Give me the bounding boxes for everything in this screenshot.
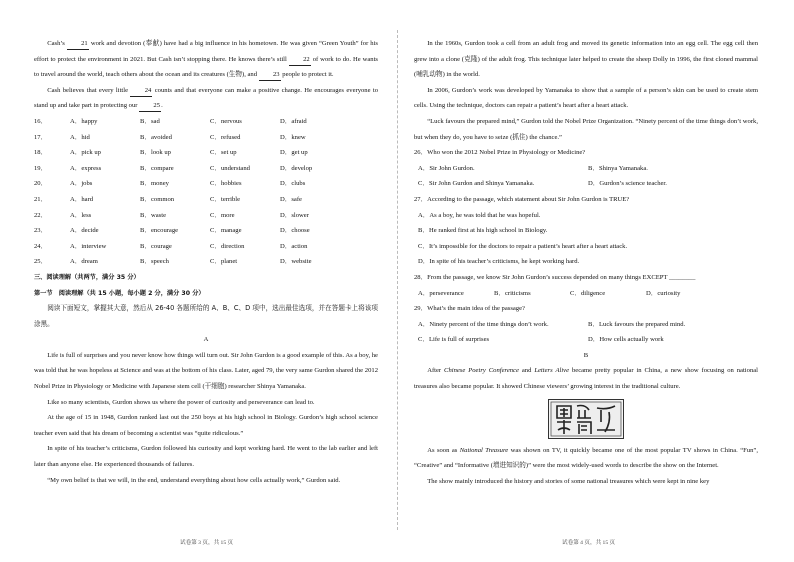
blank-22: 22 [289, 55, 311, 66]
column-divider [397, 30, 398, 530]
option-row: 18． A．pick up B．look up C．set up D．get up [34, 149, 308, 157]
question-27-option: C．It’s impossible for the doctors to repair a patient’s heart after a heart attack. [418, 242, 628, 250]
passage-a-paragraph: In 2006, Gurdon’s work was developed by Yamanaka to show that a sample of a person’s skin can be used to create stem cells. Using the technique, doctors can repair a patient’s heart after a heart attack. [414, 86, 758, 110]
option-row: 23． A．decide B．encourage C．manage D．choose [34, 227, 310, 235]
cloze-paragraph-1: Cash’s 21 work and devotion (奉献) have had a big influence in his hometown. He was given “Green Youth” for his effort to protect the environment in 2021. But Cash isn’t stopping there. He knows there’s still 22 of work to do. He wants to travel around the world, teach others about the ocean and its creatures (生物), and 23 people to protect it. [34, 36, 378, 83]
page-footer-right: 试卷第 4 页，共 15 页 [562, 540, 616, 546]
blank-21: 21 [67, 39, 89, 50]
question-26-options: C．Sir John Gurdon and Shinya Yamanaka. D．Gurdon’s science teacher. [418, 180, 667, 188]
passage-label-b: B [583, 351, 589, 359]
passage-b-paragraph: As soon as National Treasure was shown on TV, it quickly became one of the most popular TV shows in China. “Fun”, “Creative” and “Informative (增进知识的)” were the most widely-used words to describe the show on the Internet. [414, 446, 758, 470]
question-27-stem: 27．According to the passage, which statement about Sir John Gurdon is TRUE? [414, 195, 630, 203]
left-column [34, 36, 378, 488]
question-27-option: A．As a boy, he was told that he was hopeful. [418, 211, 541, 219]
option-row: 21． A．hard B．common C．terrible D．safe [34, 195, 302, 203]
cloze-paragraph-2: Cash believes that every little 24 counts and that everyone can make a positive change. He encourages everyone to stand up and take part in protecting our 25. [34, 83, 378, 114]
question-27-option: B．He ranked first at his high school in Biology. [418, 227, 548, 235]
passage-a-paragraph: At the age of 15 in 1948, Gurdon ranked last out the 250 boys at his high school in Biology. Gurdon’s high school science teacher even said that his dream of becoming a scientist was “quite ridiculous.” [34, 414, 378, 437]
instruction: 阅读下面短文，掌握其大意，然后从 26-40 各题所给的 A、B、C、D 项中，选出最佳选项，并在答题卡上将该项涂黑。 [34, 304, 378, 328]
question-26-options: A．Sir John Gurdon. B．Shinya Yamanaka. [418, 164, 648, 172]
passage-label-a: A [203, 336, 209, 344]
passage-b-paragraph: The show mainly introduced the history and stories of some national treasures which were kept in nine key [427, 477, 710, 485]
passage-a-paragraph: In spite of his teacher’s criticisms, Gurdon followed his curiosity and kept working hard. He went to the lab earlier and left later than anyone else. He experienced thousands of failures. [34, 445, 378, 469]
section-heading: 三、阅读理解（共两节，满分 35 分） [34, 273, 140, 281]
national-treasure-logo-image [548, 399, 624, 439]
option-row: 19． A．express B．compare C．understand D．develop [34, 164, 313, 172]
blank-23: 23 [259, 70, 281, 81]
option-row: 25． A．dream B．speech C．planet D．website [34, 258, 312, 266]
question-27-option: D．In spite of his teacher’s criticisms, he kept working hard. [418, 258, 580, 266]
subsection-heading: 第一节 阅读理解（共 15 小题，每小题 2 分，满分 30 分） [34, 289, 205, 297]
option-row: 20． A．jobs B．money C．hobbies D．clubs [34, 180, 306, 188]
passage-a-paragraph: “Luck favours the prepared mind,” Gurdon told the Nobel Prize Organization. “Ninety percent of the time things don’t work, but when they do, you have to seize (抓住) the chance.” [414, 117, 758, 141]
blank-24: 24 [130, 86, 152, 97]
passage-a-paragraph: Like so many scientists, Gurdon shows us where the power of curiosity and perseverance can lead to. [47, 398, 315, 406]
cloze-options [34, 114, 378, 270]
question-26-stem: 26．Who won the 2012 Nobel Prize in Physiology or Medicine? [414, 149, 586, 157]
page-footer-left: 试卷第 3 页，共 15 页 [180, 540, 234, 546]
passage-a-paragraph: Life is full of surprises and you never know how things will turn out. Sir John Gurdon is a good example of this. As a boy, he was told that he was hopeless at Science and was at the bottom of his class. Later, aged 79, the very same Gurdon shared the 2012 Nobel Prize in Physiology or Medicine with Japanese stem cell (干细胞) researcher Shinya Yamanaka. [34, 351, 378, 391]
question-28-options: A．perseverance B．criticisms C．diligence D．curiosity [418, 289, 681, 297]
blank-25: 25 [139, 101, 161, 112]
passage-a-paragraph: In the 1960s, Gurdon took a cell from an adult frog and moved its genetic information into an egg cell. The egg cell then grew into a clone (克隆) of the adult frog. This technique later helped to create the sheep Dolly in 1996, the first cloned mammal (哺乳动物) in the world. [414, 40, 758, 79]
question-29-options: A．Ninety percent of the time things don’t work. B．Luck favours the prepared mind. [418, 320, 686, 328]
option-row: 16． A．happy B．sad C．nervous D．afraid [34, 117, 307, 125]
seal-calligraphy-icon [549, 400, 623, 438]
option-row: 17． A．hid B．avoided C．refused D．knew [34, 133, 306, 141]
passage-b-paragraph: After Chinese Poetry Conference and Letters Alive became pretty popular in China, a new show focusing on national treasures also became popular. It showed Chinese viewers’ growing interest in the traditional culture. [414, 367, 758, 391]
option-row: 24． A．interview B．courage C．direction D．action [34, 242, 308, 250]
question-28-stem: 28．From the passage, we know Sir John Gurdon’s success depended on many things EXCEPT ________ [414, 273, 696, 281]
question-29-stem: 29．What’s the main idea of the passage? [414, 305, 525, 313]
passage-a-paragraph: “My own belief is that we will, in the end, understand everything about how cells actually work,” Gurdon said. [47, 476, 341, 484]
question-29-options: C．Life is full of surprises D．How cells actually work [418, 336, 664, 344]
right-column [414, 36, 758, 489]
option-row: 22． A．less B．waste C．more D．slower [34, 211, 309, 219]
